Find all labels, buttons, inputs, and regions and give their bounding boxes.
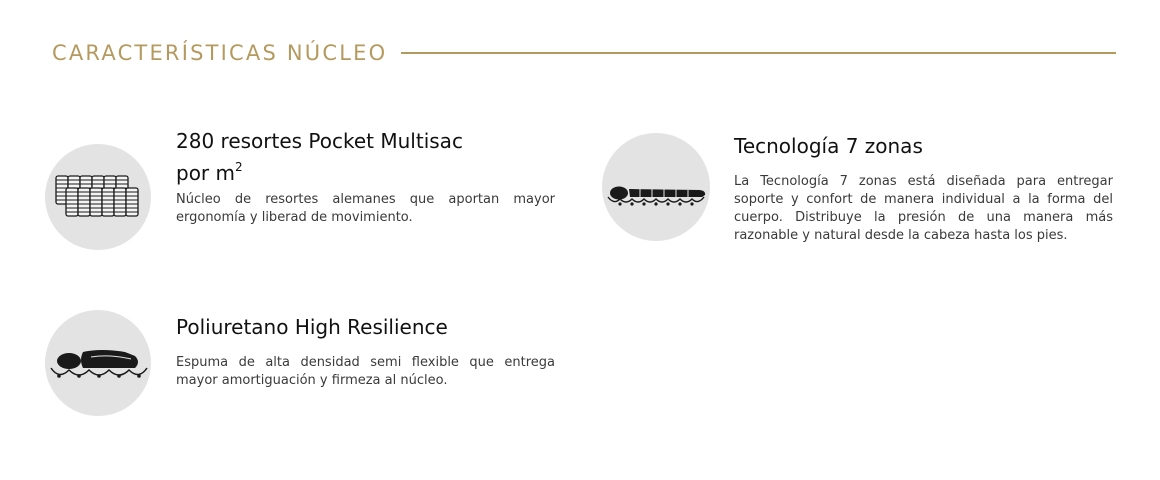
feature-seven-zones [580, 0, 1160, 260]
feature-foam [0, 260, 580, 480]
feature-description: Espuma de alta densidad semi flexible que entrega mayor amortiguación y firmeza al núcleo. [176, 355, 555, 388]
feature-title-line2 [176, 154, 463, 186]
foam-body-icon [45, 310, 151, 416]
feature-title-line2-text: por m [176, 161, 235, 185]
feature-title [176, 128, 463, 186]
feature-description: La Tecnología 7 zonas está diseñada para entregar soporte y confort de manera individual a la forma del cuerpo. Distribuye la presión de una manera más razonable y natural desde la cabeza hasta los pies. [734, 174, 1113, 243]
section-title: CARACTERÍSTICAS NÚCLEO [52, 41, 388, 65]
feature-description: Núcleo de resortes alemanes que aportan mayor ergonomía y liberad de movimiento. [176, 192, 555, 225]
feature-title-line1: 280 resortes Pocket Multisac [176, 129, 463, 153]
superscript-2: 2 [235, 160, 243, 174]
feature-title: Tecnología 7 zonas [734, 134, 923, 158]
seven-zones-icon [602, 133, 710, 241]
feature-springs [0, 0, 580, 260]
springs-icon [45, 144, 151, 250]
feature-title: Poliuretano High Resilience [176, 315, 448, 339]
